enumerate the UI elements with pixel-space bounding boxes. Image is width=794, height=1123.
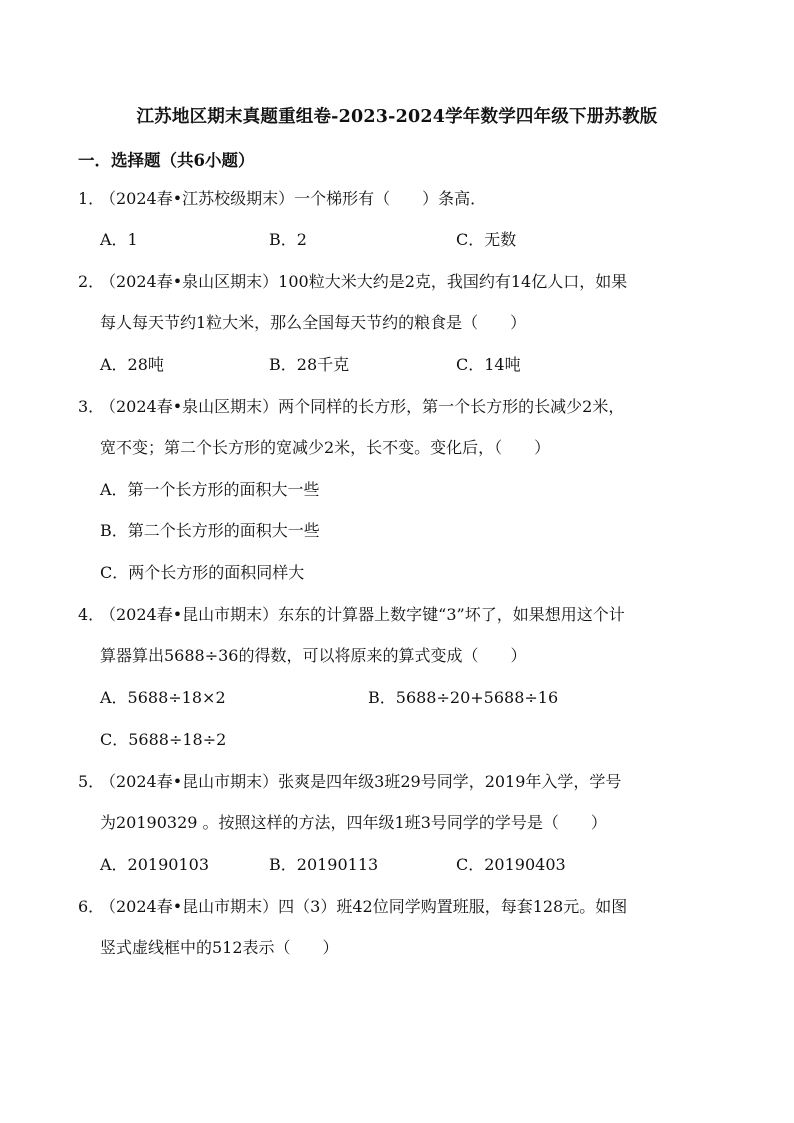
option-a: A．20190103 — [100, 855, 209, 874]
question-number: 2． — [78, 272, 105, 291]
option-c: C．两个长方形的面积同样大 — [100, 563, 305, 582]
page-title: 江苏地区期末真题重组卷-2023-2024学年数学四年级下册苏教版 — [136, 107, 658, 127]
question-text: （2024春•泉山区期末）100粒大米大约是2克，我国约有14亿人口，如果 — [100, 272, 628, 291]
option-b: B．20190113 — [269, 855, 379, 874]
option-a: A．第一个长方形的面积大一些 — [100, 480, 320, 499]
question-number: 5． — [78, 772, 105, 791]
option-a: A．28吨 — [100, 355, 164, 374]
option-b: B．2 — [269, 230, 307, 249]
option-a: A．1 — [100, 230, 138, 249]
option-c: C．5688÷18÷2 — [100, 730, 227, 749]
question-text: （2024春•昆山市期末）东东的计算器上数字键“3”坏了，如果想用这个计 — [100, 605, 625, 624]
question-text: （2024春•泉山区期末）两个同样的长方形，第一个长方形的长减少2米， — [100, 397, 625, 416]
question-2 — [78, 271, 627, 293]
question-3 — [78, 396, 624, 418]
question-text-continued: 算器算出5688÷36的得数，可以将原来的算式变成（ ） — [100, 646, 527, 665]
question-4 — [78, 604, 625, 626]
option-b: B．第二个长方形的面积大一些 — [100, 521, 320, 540]
option-c: C．20190403 — [456, 855, 566, 874]
question-text-continued: 每人每天节约1粒大米，那么全国每天节约的粮食是（ ） — [100, 313, 527, 332]
option-b: B．5688÷20+5688÷16 — [368, 688, 559, 707]
question-text-continued: 竖式虚线框中的512表示（ ） — [100, 938, 339, 957]
question-1 — [78, 188, 486, 210]
question-number: 1． — [78, 189, 105, 208]
question-text: （2024春•昆山市期末）张爽是四年级3班29号同学，2019年入学，学号 — [100, 772, 622, 791]
question-number: 6． — [78, 897, 105, 916]
option-c: C．无数 — [456, 230, 517, 249]
option-b: B．28千克 — [269, 355, 350, 374]
option-c: C．14吨 — [456, 355, 521, 374]
question-5 — [78, 771, 621, 793]
question-6 — [78, 896, 627, 918]
question-number: 4． — [78, 605, 105, 624]
question-text-continued: 为20190329 。按照这样的方法，四年级1班3号同学的学号是（ ） — [100, 813, 607, 832]
question-number: 3． — [78, 397, 105, 416]
option-a: A．5688÷18×2 — [100, 688, 226, 707]
question-text: （2024春•江苏校级期末）一个梯形有（ ）条高． — [100, 189, 487, 208]
section-heading: 一．选择题（共6小题） — [78, 151, 255, 170]
question-text: （2024春•昆山市期末）四（3）班42位同学购置班服，每套128元。如图 — [100, 897, 628, 916]
question-text-continued: 宽不变；第二个长方形的宽减少2米，长不变。变化后，（ ） — [100, 438, 551, 457]
